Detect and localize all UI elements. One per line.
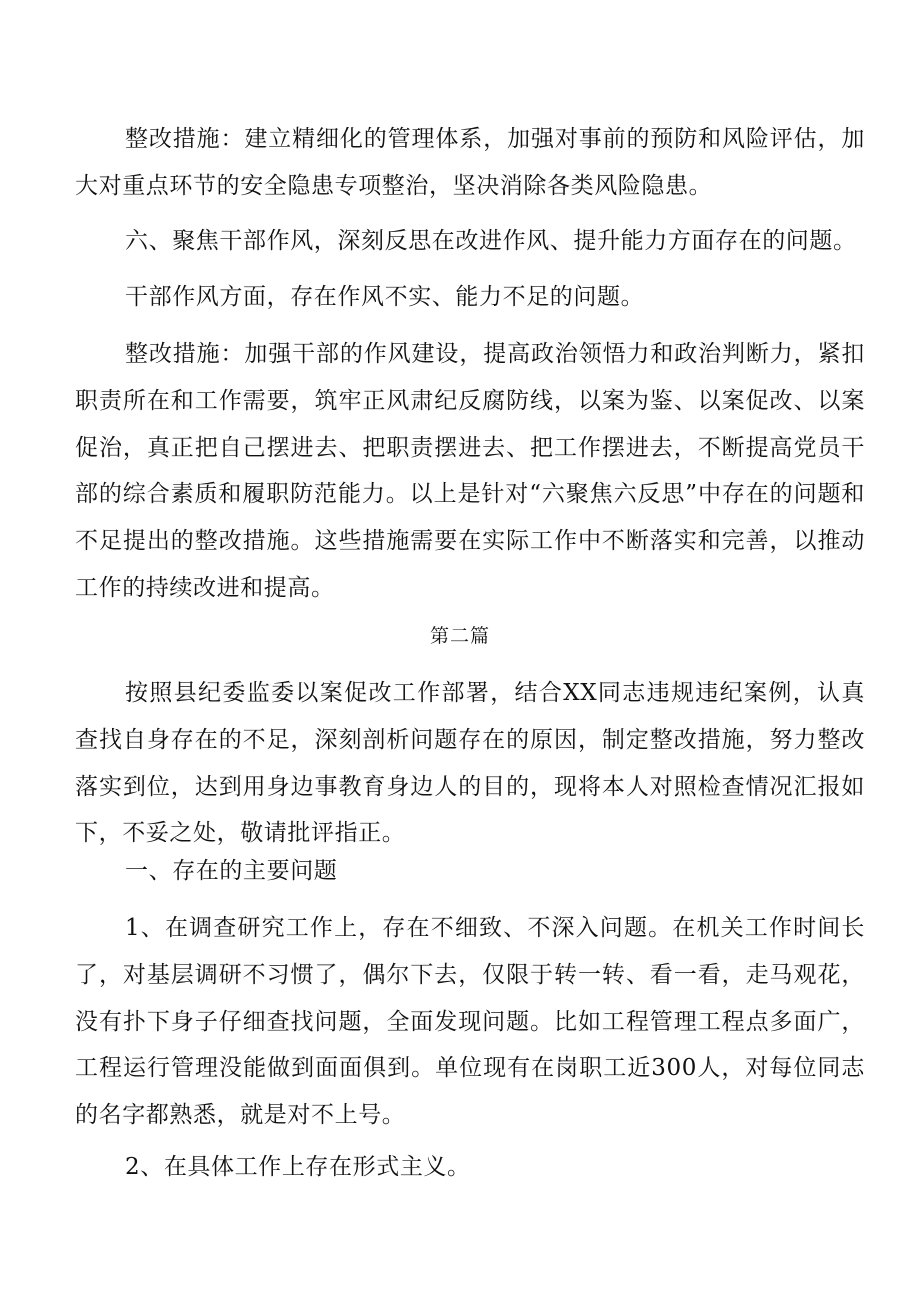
list-item-1: 1、在调查研究工作上，存在不细致、不深入问题。在机关工作时间长了，对基层调研不习惯了，偶尔下去，仅限于转一转、看一看，走马观花，没有扑下身子仔细查找问题，全面发现问题。比如工程管理工程点多面广，工程运行管理没能做到面面俱到。单位现有在岗职工近300人，对每位同志的名字都熟悉，就是对不上号。: [75, 915, 865, 1129]
paragraph-rectification-measures-2: 整改措施：加强干部的作风建设，提高政治领悟力和政治判断力，紧扣职责所在和工作需要，筑牢正风肃纪反腐防线，以案为鉴、以案促改、以案促治，真正把自己摆进去、把职责摆进去、把工作摆进去，不断提高党员干部的综合素质和履职防范能力。以上是针对“六聚焦六反思”中存在的问题和不足提出的整改措施。这些措施需要在实际工作中不断落实和完善，以推动工作的持续改进和提高。: [75, 341, 865, 601]
paragraph-intro: 按照县纪委监委以案促改工作部署，结合XX同志违规违纪案例，认真查找自身存在的不足，深刻剖析问题存在的原因，制定整改措施，努力整改落实到位，达到用身边事教育身边人的目的，现将本人对照检查情况汇报如下，不妥之处，敬请批评指正。: [75, 680, 865, 847]
paragraph-rectification-measures-1: 整改措施：建立精细化的管理体系，加强对事前的预防和风险评估，加大对重点环节的安全隐患专项整治，坚决消除各类风险隐患。: [75, 126, 865, 199]
list-item-2: 2、在具体工作上存在形式主义。: [125, 1154, 471, 1180]
paragraph-section-six-heading: 六、聚焦干部作风，深刻反思在改进作风、提升能力方面存在的问题。: [125, 228, 857, 254]
subheading-main-problems: 一、存在的主要问题: [125, 858, 338, 884]
section-title: 第二篇: [429, 625, 490, 647]
paragraph-cadre-style: 干部作风方面，存在作风不实、能力不足的问题。: [125, 284, 645, 310]
